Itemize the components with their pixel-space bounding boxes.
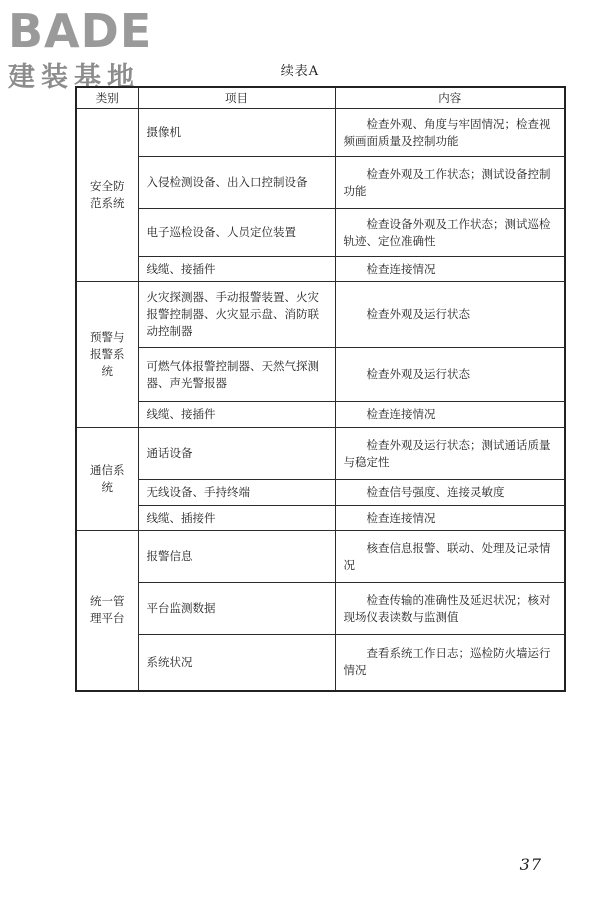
content-cell: 检查连接情况 [335, 402, 565, 428]
table-row [76, 109, 565, 157]
table-row [76, 209, 565, 257]
item-cell: 电子巡检设备、人员定位装置 [138, 209, 335, 257]
category-cell: 预警与报警系统 [76, 282, 138, 428]
table-row [76, 531, 565, 583]
item-cell: 入侵检测设备、出入口控制设备 [138, 157, 335, 209]
content-cell: 检查外观及运行状态；测试通话质量与稳定性 [335, 428, 565, 480]
table-row [76, 506, 565, 531]
item-cell: 线缆、接插件 [138, 402, 335, 428]
table-row [76, 402, 565, 428]
content-cell: 检查连接情况 [335, 506, 565, 531]
header-item: 项目 [138, 87, 335, 109]
content-cell: 检查外观、角度与牢固情况；检查视频画面质量及控制功能 [335, 109, 565, 157]
item-cell: 线缆、插接件 [138, 506, 335, 531]
content-cell: 检查连接情况 [335, 257, 565, 282]
item-cell: 通话设备 [138, 428, 335, 480]
item-cell: 平台监测数据 [138, 583, 335, 635]
item-cell: 可燃气体报警控制器、天然气探测器、声光警报器 [138, 348, 335, 402]
item-cell: 线缆、接插件 [138, 257, 335, 282]
table-caption: 续表A [280, 64, 320, 79]
logo-subtitle: 建装基地 [8, 62, 140, 93]
header-content: 内容 [335, 87, 565, 109]
table-row [76, 635, 565, 691]
item-cell: 系统状况 [138, 635, 335, 691]
item-cell: 摄像机 [138, 109, 335, 157]
content-cell: 核查信息报警、联动、处理及记录情况 [335, 531, 565, 583]
category-cell: 安全防范系统 [76, 109, 138, 282]
table-row [76, 157, 565, 209]
content-cell: 检查传输的准确性及延迟状况；核对现场仪表读数与监测值 [335, 583, 565, 635]
item-cell: 火灾探测器、手动报警装置、火灾报警控制器、火灾显示盘、消防联动控制器 [138, 282, 335, 348]
table-row [76, 257, 565, 282]
item-cell: 报警信息 [138, 531, 335, 583]
content-cell: 检查外观及运行状态 [335, 282, 565, 348]
item-cell: 无线设备、手持终端 [138, 480, 335, 506]
content-cell: 检查信号强度、连接灵敏度 [335, 480, 565, 506]
table-row [76, 428, 565, 480]
category-cell: 通信系统 [76, 428, 138, 531]
table-row [76, 348, 565, 402]
content-cell: 检查外观及工作状态；测试设备控制功能 [335, 157, 565, 209]
table-row [76, 480, 565, 506]
inspection-table [75, 86, 566, 692]
table-row [76, 583, 565, 635]
content-cell: 检查设备外观及工作状态；测试巡检轨迹、定位准确性 [335, 209, 565, 257]
header-category: 类别 [76, 87, 138, 109]
category-cell: 统一管理平台 [76, 531, 138, 691]
table-row [76, 282, 565, 348]
table-header-row [76, 87, 565, 109]
content-cell: 检查外观及运行状态 [335, 348, 565, 402]
page-number: 37 [519, 855, 542, 874]
logo-wordmark: BADE [8, 4, 153, 58]
content-cell: 查看系统工作日志；巡检防火墙运行情况 [335, 635, 565, 691]
